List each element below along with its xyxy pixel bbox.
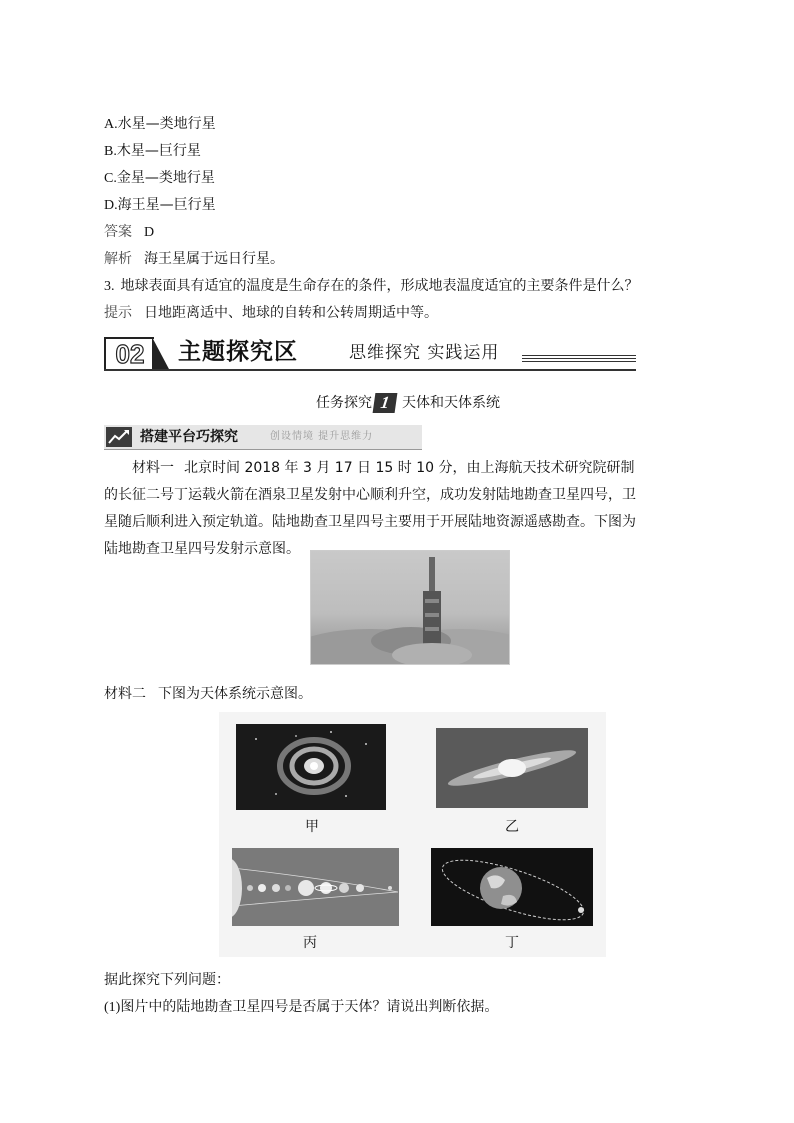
- question-1: (1)图片中的陆地勘查卫星四号是否属于天体？请说出判断依据。: [104, 999, 499, 1015]
- material-1-label: 材料一: [132, 460, 174, 476]
- prompt-line: 据此探究下列问题：: [104, 972, 230, 988]
- section-subtitle: 思维探究 实践运用: [349, 343, 500, 363]
- question-3: 3. 地球表面具有适宜的温度是生命存在的条件，形成地表温度适宜的主要条件是什么？: [104, 278, 639, 294]
- material-2-text: 下图为天体系统示意图。: [158, 686, 312, 702]
- section-number: 02: [104, 337, 154, 371]
- answer-value: D: [144, 225, 155, 240]
- platform-title: 搭建平台巧探究: [140, 429, 238, 445]
- caption-jia: 甲: [305, 819, 319, 835]
- caption-yi: 乙: [505, 819, 519, 835]
- hint-line: 提示 日地距离适中、地球的自转和公转周期适中等。: [104, 305, 438, 321]
- caption-ding: 丁: [505, 935, 519, 951]
- answer-label: 答案: [104, 224, 132, 240]
- task-number: 1: [373, 393, 398, 413]
- trend-chart-icon: [106, 427, 132, 447]
- material-2: [104, 684, 312, 704]
- banner-decoration: [522, 355, 636, 365]
- celestial-systems-figure: [219, 712, 606, 957]
- section-title: 主题探究区: [178, 339, 298, 365]
- solar-system-image: [232, 848, 399, 926]
- analysis-line: 解析 海王星属于远日行星。: [104, 251, 284, 267]
- galaxy-image: [236, 724, 386, 810]
- option-d: D.海王星—巨行星: [104, 197, 216, 213]
- task-heading: [316, 392, 500, 414]
- analysis-label: 解析: [104, 251, 132, 267]
- material-2-label: 材料二: [104, 686, 146, 702]
- material-1: [104, 455, 644, 563]
- answer-line: [104, 222, 154, 243]
- section-banner: [104, 337, 636, 369]
- task-title: 天体和天体系统: [402, 395, 500, 411]
- banner-underline: [104, 369, 636, 371]
- material-1-text: 北京时间 2018 年 3 月 17 日 15 时 10 分，由上海航天技术研究院研制的长征二号丁运载火箭在酒泉卫星发射中心顺利升空，成功发射陆地勘查卫星四号，卫星随后顺利进入预定轨道。陆地勘查卫星四号主要用于开展陆地资源遥感勘查。下图为陆地勘查卫星四号发射示意图。: [104, 460, 636, 557]
- edge-on-galaxy-image: [436, 728, 588, 808]
- platform-header: [104, 425, 422, 450]
- option-c: C.金星—类地行星: [104, 170, 215, 186]
- earth-moon-image: [431, 848, 593, 926]
- rocket-launch-photo: [310, 550, 510, 665]
- task-prefix: 任务探究: [316, 395, 372, 411]
- caption-bing: 丙: [303, 935, 317, 951]
- hint-label: 提示: [104, 305, 132, 321]
- option-a: A.水星—类地行星: [104, 116, 216, 132]
- platform-subtitle: 创设情境 提升思维力: [270, 431, 374, 442]
- banner-slant: [152, 337, 170, 371]
- option-b: B.木星—巨行星: [104, 143, 201, 159]
